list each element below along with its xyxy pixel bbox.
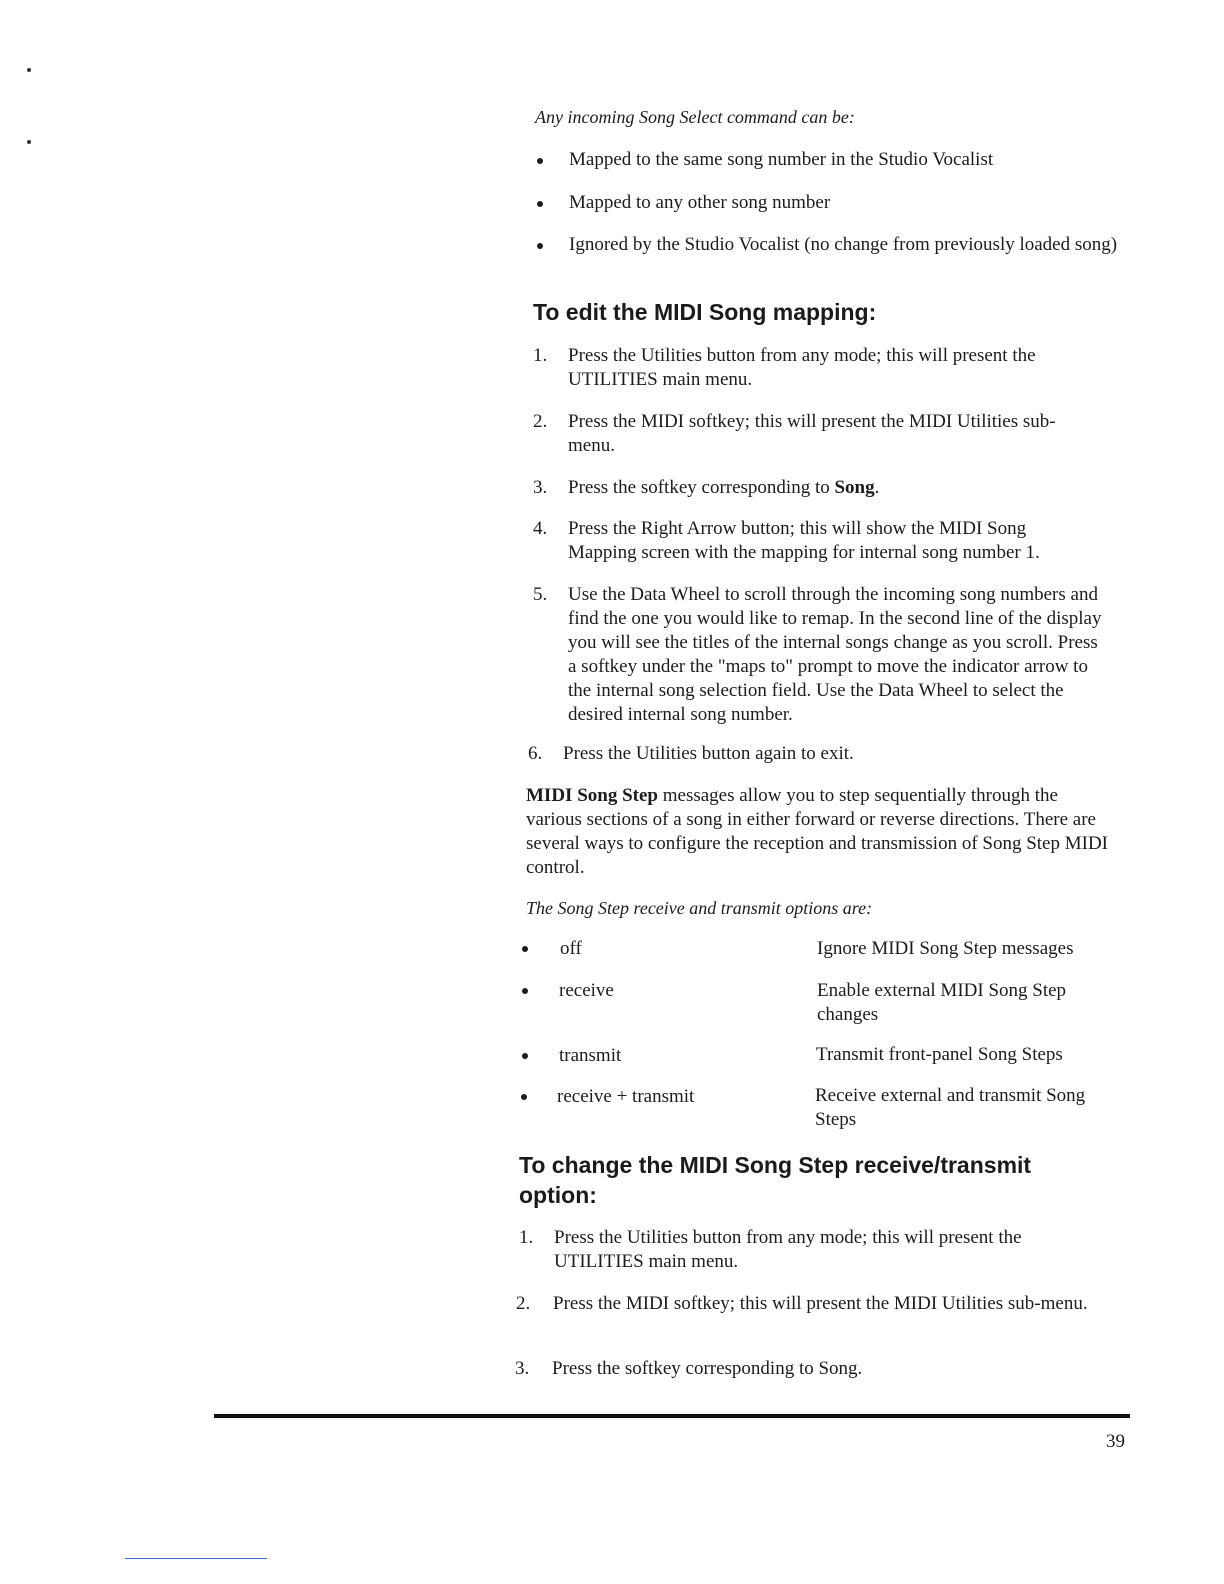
- step-text: Press the MIDI softkey; this will present the MIDI Utilities sub-menu.: [568, 411, 1056, 456]
- bullet-icon: [522, 988, 528, 994]
- step-number: 4.: [533, 518, 548, 539]
- section-heading: To edit the MIDI Song mapping:: [533, 299, 877, 325]
- option-name: off: [560, 938, 582, 959]
- footer-rule: [214, 1414, 1130, 1418]
- scan-speck: [27, 140, 31, 144]
- option-desc: Transmit front-panel Song Steps: [816, 1044, 1063, 1065]
- list-item: Mapped to any other song number: [569, 192, 831, 213]
- bullet-icon: [537, 201, 543, 207]
- step-number: 5.: [533, 584, 548, 605]
- step-text: Press the Utilities button again to exit.: [563, 743, 854, 764]
- step-number: 2.: [516, 1293, 531, 1314]
- option-name: transmit: [559, 1045, 622, 1066]
- list-item: Ignored by the Studio Vocalist (no change from previously loaded song): [569, 234, 1118, 255]
- step-number: 1.: [519, 1227, 534, 1248]
- option-name: receive: [559, 980, 614, 1001]
- page-number: 39: [1106, 1431, 1125, 1452]
- step-number: 1.: [533, 345, 548, 366]
- scan-speck: [27, 68, 31, 72]
- option-name: receive + transmit: [557, 1086, 695, 1107]
- option-desc: Enable external MIDI Song Step changes: [817, 980, 1067, 1025]
- option-desc: Receive external and transmit Song Steps: [815, 1085, 1086, 1130]
- option-desc: Ignore MIDI Song Step messages: [817, 938, 1074, 959]
- list-item: Mapped to the same song number in the Studio Vocalist: [569, 149, 994, 170]
- step-text: Use the Data Wheel to scroll through the incoming song numbers and find the one you would like to remap. In the second line of the display you will see the titles of the internal songs change as you scroll. Press a softkey under the "maps to" prompt to move the indicator arrow to the internal song selection field. Use the Data Wheel to select the desired internal song number.: [568, 584, 1102, 725]
- step-text: Press the Utilities button from any mode; this will present the UTILITIES main menu.: [554, 1227, 1022, 1272]
- step-number: 2.: [533, 411, 548, 432]
- section-heading: To change the MIDI Song Step receive/transmit option:: [519, 1152, 1032, 1208]
- step-number: 3.: [533, 477, 548, 498]
- step-text: Press the softkey corresponding to Song.: [568, 477, 880, 498]
- step-text: Press the Utilities button from any mode; this will present the UTILITIES main menu.: [568, 345, 1036, 390]
- song-select-intro: Any incoming Song Select command can be:: [535, 107, 855, 127]
- bullet-icon: [537, 243, 543, 249]
- bullet-icon: [521, 1094, 527, 1100]
- step-number: 6.: [528, 743, 543, 764]
- bullet-icon: [522, 1053, 528, 1059]
- bullet-icon: [522, 946, 528, 952]
- step-text: Press the MIDI softkey; this will present the MIDI Utilities sub-menu.: [553, 1293, 1088, 1314]
- step-text: Press the softkey corresponding to Song.: [552, 1358, 863, 1379]
- step-number: 3.: [515, 1358, 530, 1379]
- options-intro: The Song Step receive and transmit options are:: [526, 898, 873, 918]
- scan-artifact-line: [125, 1558, 267, 1559]
- step-text: Press the Right Arrow button; this will show the MIDI Song Mapping screen with the mapping for internal song number 1.: [568, 518, 1040, 563]
- song-step-paragraph: MIDI Song Step messages allow you to step sequentially through the various sections of a song in either forward or reverse directions. There are several ways to configure the reception and transmission of Song Step MIDI control.: [526, 785, 1109, 878]
- bullet-icon: [537, 158, 543, 164]
